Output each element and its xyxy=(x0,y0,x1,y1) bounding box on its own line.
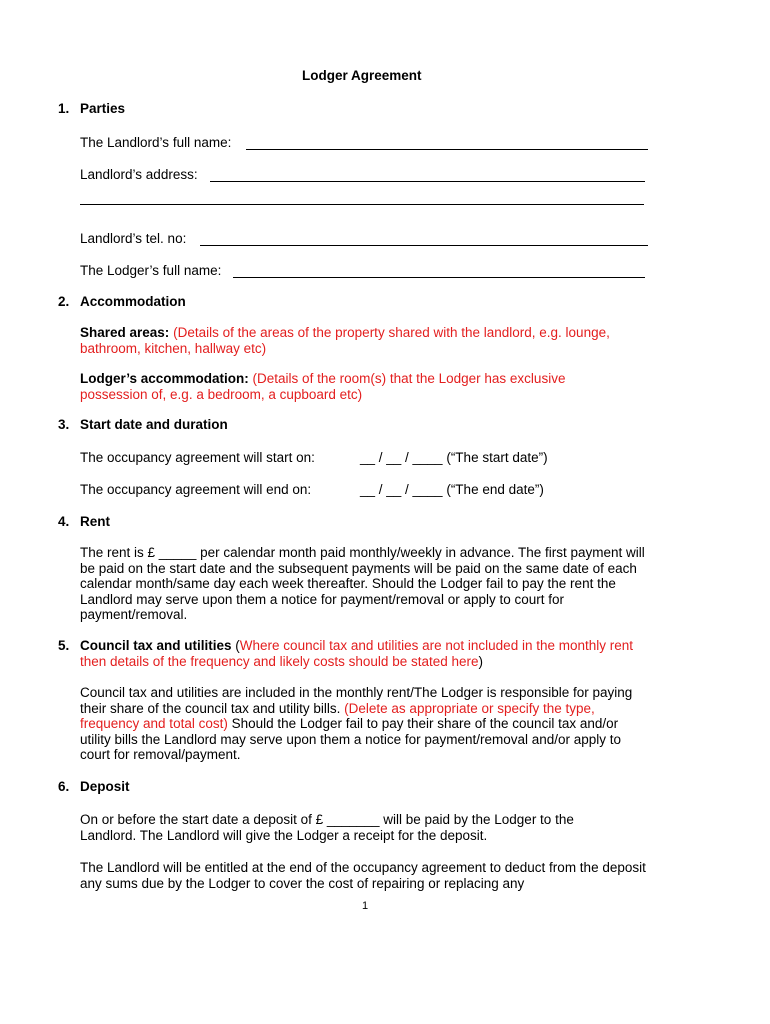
landlord-tel-field[interactable] xyxy=(200,245,648,246)
shared-areas-note: (Details of the areas of the property shared with the landlord, e.g. lounge, bathroom, kitchen, hallway etc) xyxy=(80,325,610,356)
end-date-label: The occupancy agreement will end on: xyxy=(80,482,312,497)
deposit-paragraph-1: On or before the start date a deposit of £ _______ will be paid by the Lodger to the Landlord. The Landlord will give the Lodger a receipt for the deposit. xyxy=(80,812,574,843)
lodger-name-label: The Lodger’s full name: xyxy=(80,263,222,278)
council-tax-text-part2: Should the Lodger fail to pay their share of the council tax and/or utility bills the Landlord may serve upon them a notice for payment/removal and/or apply to court for removal/payment. xyxy=(80,716,622,763)
section-3-number: 3. xyxy=(58,417,70,432)
section-4-number: 4. xyxy=(58,514,70,529)
landlord-name-field[interactable] xyxy=(246,149,648,150)
deposit-paragraph-2: The Landlord will be entitled at the end of the occupancy agreement to deduct from the deposit any sums due by the Lodger to cover the cost of repairing or replacing any xyxy=(80,860,646,891)
section-1-heading: Parties xyxy=(80,101,126,116)
shared-areas-paragraph xyxy=(80,325,660,356)
council-tax-heading-note: Where council tax and utilities are not included in the monthly rent then details of the frequency and likely costs should be stated here xyxy=(80,638,634,669)
lodger-accommodation-label: Lodger’s accommodation: xyxy=(80,371,249,386)
landlord-address-line-2[interactable] xyxy=(80,204,644,205)
section-5-heading: Council tax and utilities xyxy=(80,638,232,653)
section-5-number: 5. xyxy=(58,638,70,653)
start-date-label: The occupancy agreement will start on: xyxy=(80,450,315,465)
section-2-number: 2. xyxy=(58,294,70,309)
end-date-field[interactable]: __ / __ / ____ (“The end date”) xyxy=(360,482,544,497)
section-4-heading: Rent xyxy=(80,514,110,529)
rent-paragraph: The rent is £ _____ per calendar month paid monthly/weekly in advance. The first payment will be paid on the start date and the subsequent payments will be paid on the same date of each calendar month/same day each week thereafter. Should the Lodger fail to pay the rent the Landlord may serve upon them a notice for payment/removal or apply to court for payment/removal. xyxy=(80,545,645,623)
section-6-number: 6. xyxy=(58,779,70,794)
lodger-accommodation-note: (Details of the room(s) that the Lodger has exclusive possession of, e.g. a bedroom, a cupboard etc) xyxy=(80,371,566,402)
shared-areas-label: Shared areas: xyxy=(80,325,170,340)
section-2-heading: Accommodation xyxy=(80,294,186,309)
council-tax-heading-paragraph xyxy=(80,638,648,669)
lodger-accommodation-paragraph xyxy=(80,371,600,402)
start-date-field[interactable]: __ / __ / ____ (“The start date”) xyxy=(360,450,548,465)
council-tax-text-note: (Delete as appropriate or specify the type, frequency and total cost) xyxy=(80,700,595,732)
council-tax-paragraph xyxy=(80,685,652,763)
section-3-heading: Start date and duration xyxy=(80,417,228,432)
landlord-address-label: Landlord’s address: xyxy=(80,167,198,182)
landlord-name-label: The Landlord’s full name: xyxy=(80,135,232,150)
heading-note-open-paren: ( xyxy=(235,638,240,653)
page-number: 1 xyxy=(362,900,369,912)
landlord-address-field[interactable] xyxy=(210,181,645,182)
section-1-number: 1. xyxy=(58,101,70,116)
landlord-tel-label: Landlord’s tel. no: xyxy=(80,231,187,246)
council-tax-text-part1: Council tax and utilities are included in the monthly rent/The Lodger is responsible for paying their share of the council tax and utility bills. xyxy=(80,685,633,716)
document-title: Lodger Agreement xyxy=(302,68,422,83)
section-6-heading: Deposit xyxy=(80,779,130,794)
lodger-name-field[interactable] xyxy=(233,277,645,278)
heading-note-close-paren: ) xyxy=(478,653,484,669)
